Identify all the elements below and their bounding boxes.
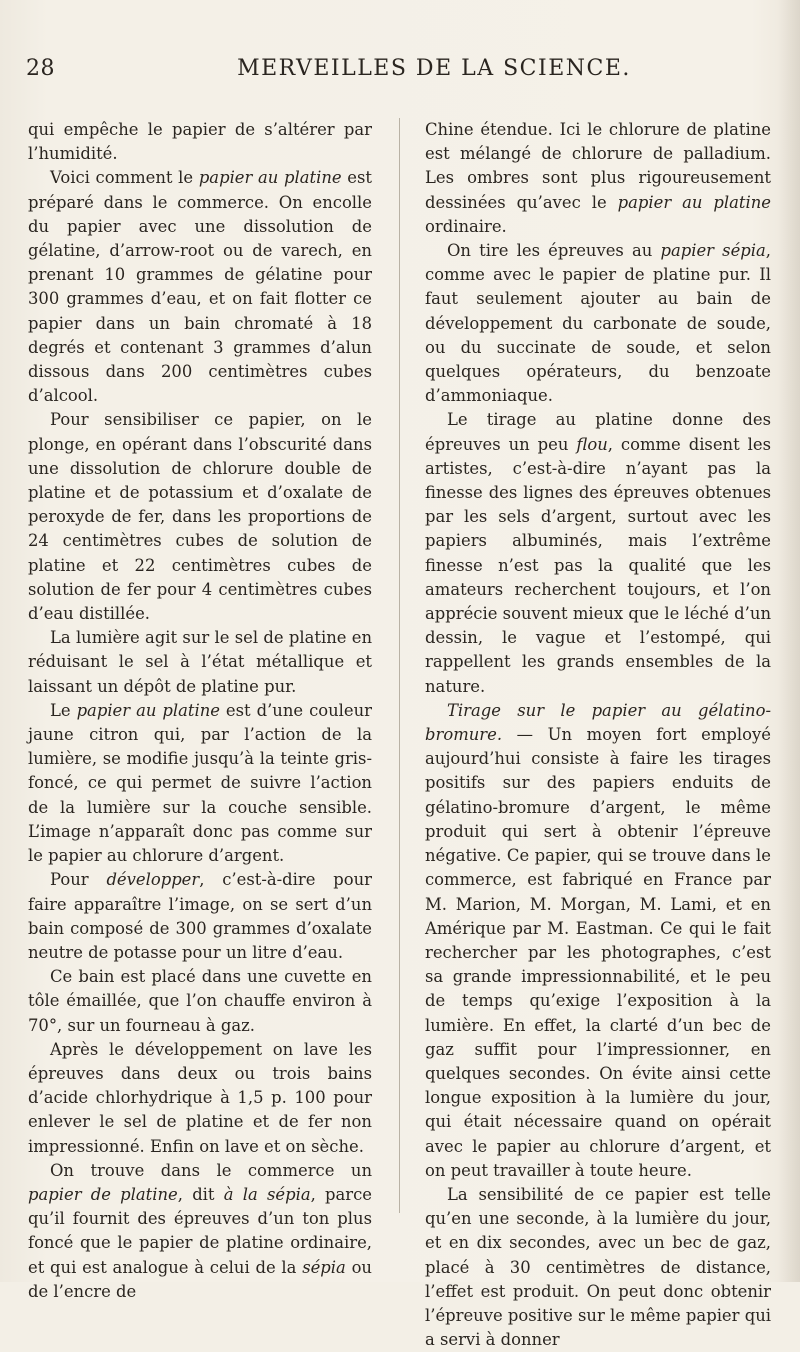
italic-term: flou: [576, 434, 608, 454]
paragraph: [425, 239, 771, 408]
text: est d’une couleur jaune citron qui, par l’action de la lumière, se modifie jusqu’à la teinte gris-foncé, ce qui permet de suivre l’action de la lumière sur la couche sensible. L’image n’apparaît donc pas comme sur le papier au chlorure d’argent.: [28, 700, 373, 866]
italic-term: papier au platine: [617, 192, 771, 212]
text: , comme avec le papier de platine pur. Il faut seulement ajouter au bain de développement du carbonate de soude, ou du succinate de soude, et selon quelques opérateurs, du benzoate d’ammoniaque.: [425, 241, 771, 406]
text: Le: [50, 700, 77, 720]
text: Pour sensibiliser ce papier, on le plonge, en opérant dans l’obscurité dans une dissolution de chlorure double de platine et de potassium et d’oxalate de peroxyde de fer, dans les proportions de 24 centimètres cubes de solution de platine et 22 centimètres cubes de solution de fer pour 4 centimètres cubes d’eau distillée.: [28, 410, 372, 624]
italic-term: papier sépia: [660, 241, 766, 261]
italic-term: papier au platine: [76, 700, 220, 720]
paragraph: [425, 699, 771, 1183]
italic-term: à la sépia: [223, 1184, 311, 1204]
text: On tire les épreuves au: [447, 241, 661, 261]
right-column: [425, 118, 771, 1352]
page-number: 28: [26, 56, 55, 81]
text: Après le développement on lave les épreuves dans deux ou trois bains d’acide chlorhydrique à 1,5 p. 100 pour enlever le sel de platine et de fer non impressionné. Enfin on lave et on sèche.: [28, 1039, 372, 1156]
paragraph: [28, 626, 372, 699]
paragraph: [28, 166, 372, 408]
text: On trouve dans le commerce un: [50, 1160, 372, 1180]
text: , dit: [177, 1184, 224, 1204]
text: qui empêche le papier de s’altérer par l’humidité.: [28, 120, 372, 164]
text: Chine étendue. Ici le chlorure de platine est mélangé de chlorure de palladium. Les ombres sont plus rigoureusement dessinées qu’avec le: [425, 120, 771, 212]
paragraph: [28, 1159, 372, 1304]
text: , comme disent les artistes, c’est-à-dire n’ayant pas la finesse des lignes des épreuves obtenues par les sels d’argent, surtout avec les papiers albuminés, mais l’extrême finesse n’est pas la qualité que les amateurs recherchent toujours, et l’on apprécie souvent mieux que le léché d’un dessin, le vague et l’estompé, qui rappellent les grands ensembles de la nature.: [425, 434, 771, 696]
italic-term: papier de platine: [28, 1184, 178, 1204]
paragraph: [28, 699, 372, 868]
italic-term: papier au platine: [198, 168, 342, 188]
text: ou de l’encre de: [28, 1257, 372, 1301]
paragraph: [28, 868, 372, 965]
text: ordinaire.: [425, 216, 507, 236]
text: Le tirage au platine donne des épreuves un peu: [425, 410, 771, 454]
italic-term: développer: [106, 870, 200, 890]
text: Ce bain est placé dans une cuvette en tôle émaillée, que l’on chauffe environ à 70°, sur un fourneau à gaz.: [28, 967, 372, 1035]
paragraph: [425, 408, 771, 698]
text: — Un moyen fort employé aujourd’hui consiste à faire les tirages positifs sur des papiers enduits de gélatino-bromure d’argent, le même produit qui sert à obtenir l’épreuve négative. Ce papier, qui se trouve dans le commerce, est fabriqué en France par M. Marion, M. Morgan, M. Lami, et en Amérique par M. Eastman. Ce qui le fait rechercher par les photographes, c’est sa grande impressionnabilité, et le peu de temps qu’exige l’exposition à la lumière. En effet, la clarté d’un bec de gaz suffit pour l’impressionner, en quelques secondes. On évite ainsi cette longue exposition à la lumière du jour, qui était nécessaire quand on opérait avec le papier au chlorure d’argent, et on peut travailler à toute heure.: [425, 725, 771, 1180]
text: est préparé dans le commerce. On encolle du papier avec une dissolution de gélatine, d’arrow-root ou de varech, en prenant 10 grammes de gélatine pour 300 grammes d’eau, et on fait flotter ce papier dans un bain chromaté à 18 degrés et contenant 3 grammes d’alun dissous dans 200 centimètres cubes d’alcool.: [28, 168, 372, 406]
paragraph: [28, 408, 372, 626]
page-edge-shadow: [778, 0, 800, 1282]
running-title: MERVEILLES DE LA SCIENCE.: [237, 56, 631, 81]
left-column: [28, 118, 372, 1304]
section-heading: Tirage sur le papier au gélatino-bromure.: [425, 700, 771, 745]
running-header: [24, 50, 784, 90]
text: La lumière agit sur le sel de platine en réduisant le sel à l’état métallique et laissant un dépôt de platine pur.: [28, 628, 372, 696]
paragraph: [28, 118, 372, 166]
text: Voici comment le: [50, 168, 199, 188]
paragraph: [425, 1183, 771, 1352]
column-divider: [399, 118, 400, 1213]
text: , parce qu’il fournit des épreuves d’un ton plus foncé que le papier de platine ordinaire, et qui est analogue à celui de la: [28, 1184, 373, 1277]
text: , c’est-à-dire pour faire apparaître l’image, on se sert d’un bain composé de 300 grammes d’oxalate neutre de potasse pour un litre d’eau.: [28, 870, 372, 962]
paragraph: [28, 965, 372, 1038]
italic-term: sépia: [302, 1257, 346, 1277]
paragraph: [28, 1038, 372, 1159]
text: La sensibilité de ce papier est telle qu’en une seconde, à la lumière du jour, et en dix secondes, avec un bec de gaz, placé à 30 centimètres de distance, l’effet est produit. On peut donc obtenir l’épreuve positive sur le même papier qui a servi à donner: [425, 1184, 771, 1350]
paragraph: [425, 118, 771, 239]
text: Pour: [50, 870, 107, 890]
